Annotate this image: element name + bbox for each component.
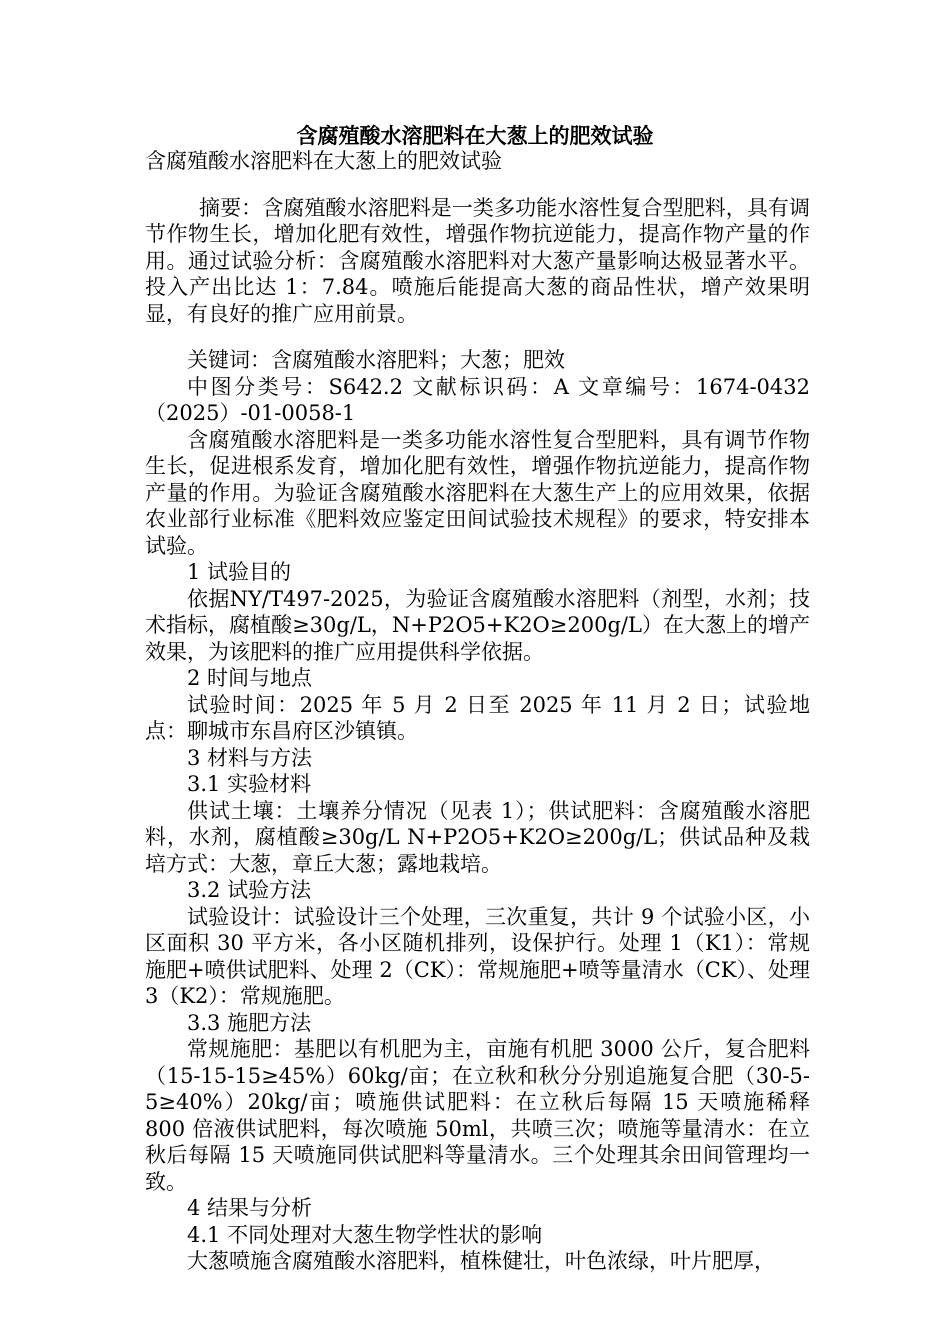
document-body: [145, 148, 810, 1275]
keywords-line: 关键词：含腐殖酸水溶肥料；大葱；肥效: [187, 348, 565, 372]
section-3-2-paragraph: 试验设计：试验设计三个处理，三次重复，共计 9 个试验小区，小区面积 30 平方米，各小区随机排列，设保护行。处理 1（K1）：常规施肥+喷供试肥料、处理 2（CK）：常规施肥+喷等量清水（CK）、处理 3（K2）：常规施肥。: [145, 904, 810, 1008]
section-4-1-paragraph: 大葱喷施含腐殖酸水溶肥料，植株健壮，叶色浓绿，叶片肥厚，: [187, 1249, 775, 1273]
document-title: 含腐殖酸水溶肥料在大葱上的肥效试验: [296, 124, 654, 148]
section-3-2-heading: 3.2 试验方法: [187, 878, 312, 902]
section-1-heading: 1 试验目的: [187, 560, 292, 584]
section-3-heading: 3 材料与方法: [187, 745, 313, 770]
document-subtitle: 含腐殖酸水溶肥料在大葱上的肥效试验: [145, 149, 502, 173]
section-1-paragraph: 依据NY/T497-2025，为验证含腐殖酸水溶肥料（剂型，水剂；技术指标，腐植酸≥30g/L，N+P2O5+K2O≥200g/L）在大葱上的增产效果，为该肥料的推广应用提供科学依据。: [145, 586, 810, 664]
section-4-heading: 4 结果与分析: [187, 1196, 313, 1220]
abstract-paragraph: 摘要：含腐殖酸水溶肥料是一类多功能水溶性复合型肥料，具有调节作物生长，增加化肥有效性，增强作物抗逆能力，提高作物产量的作用。通过试验分析：含腐殖酸水溶肥料对大葱产量影响达极显著水平。投入产出比达 1：7.84。喷施后能提高大葱的商品性状，增产效果明显，有良好的推广应用前景。: [145, 195, 810, 326]
intro-paragraph: 含腐殖酸水溶肥料是一类多功能水溶性复合型肥料，具有调节作物生长，促进根系发育，增加化肥有效性，增强作物抗逆能力，提高作物产量的作用。为验证含腐殖酸水溶肥料在大葱生产上的应用效果，依据农业部行业标准《肥料效应鉴定田间试验技术规程》的要求，特安排本试验。: [145, 427, 810, 558]
classification-line: 中图分类号：S642.2 文献标识码：A 文章编号：1674-0432（2025）-01-0058-1: [145, 374, 810, 425]
section-3-1-paragraph: 供试土壤：土壤养分情况（见表 1）；供试肥料：含腐殖酸水溶肥料，水剂，腐植酸≥30g/L N+P2O5+K2O≥200g/L；供试品种及栽培方式：大葱，章丘大葱；露地栽培。: [145, 798, 810, 876]
blank-line: [145, 175, 810, 195]
section-2-heading: 2 时间与地点: [187, 666, 313, 690]
blank-line: [145, 327, 810, 347]
section-4-1-heading: 4.1 不同处理对大葱生物学性状的影响: [187, 1222, 543, 1247]
section-3-3-heading: 3.3 施肥方法: [187, 1010, 312, 1035]
section-3-1-heading: 3.1 实验材料: [187, 772, 312, 796]
section-2-paragraph: 试验时间：2025 年 5 月 2 日至 2025 年 11 月 2 日；试验地点：聊城市东昌府区沙镇镇。: [145, 692, 810, 743]
section-3-3-paragraph: 常规施肥：基肥以有机肥为主，亩施有机肥 3000 公斤，复合肥料（15-15-15≥45%）60kg/亩；在立秋和秋分分别追施复合肥（30-5-5≥40%）20kg/亩；喷施供试肥料：在立秋后每隔 15 天喷施稀释 800 倍液供试肥料，每次喷施 50ml，共喷三次；喷施等量清水：在立秋后每隔 15 天喷施同供试肥料等量清水。三个处理其余田间管理均一致。: [145, 1037, 810, 1194]
